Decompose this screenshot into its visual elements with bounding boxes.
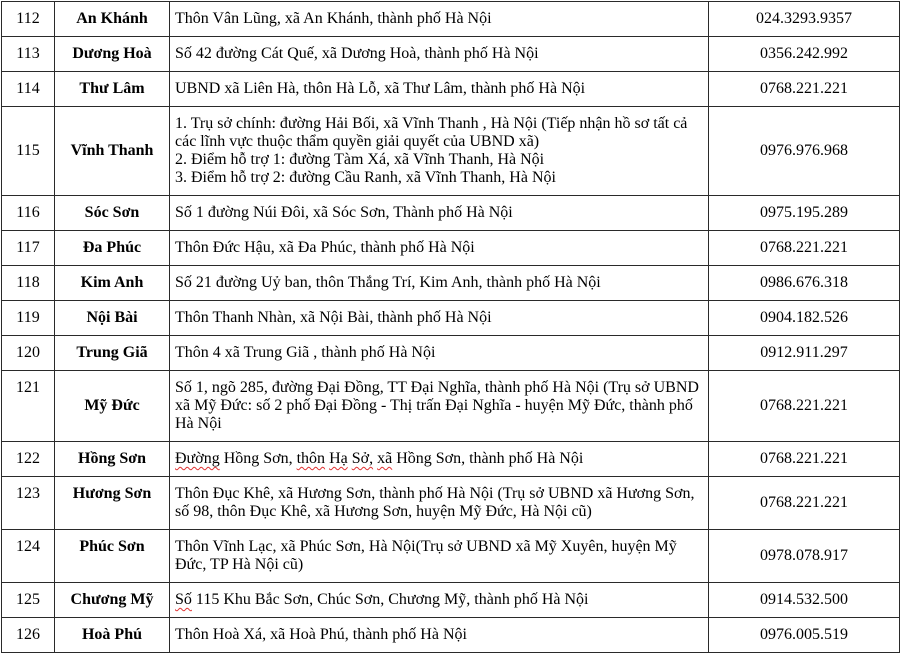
commune-name-cell: Thư Lâm — [55, 72, 170, 107]
commune-name-cell: Hương Sơn — [55, 477, 170, 530]
address-cell — [170, 2, 709, 37]
address-line: Thôn Vân Lũng, xã An Khánh, thành phố Hà Nội — [175, 10, 492, 27]
row-number-cell: 115 — [2, 107, 55, 196]
address-cell — [170, 37, 709, 72]
phone-number-cell: 0912.911.297 — [709, 336, 900, 371]
address-cell — [170, 301, 709, 336]
phone-number-cell: 0768.221.221 — [709, 442, 900, 477]
commune-name-cell: Dương Hoà — [55, 37, 170, 72]
row-number-cell: 122 — [2, 442, 55, 477]
row-number-cell: 121 — [2, 371, 55, 442]
address-line: Số 1, ngõ 285, đường Đại Đồng, TT Đại Nghĩa, thành phố Hà Nội (Trụ sở UBND xã Mỹ Đức: số 2 phố Đại Đồng - Thị trấn Đại Nghĩa - huyện Mỹ Đức, thành phố Hà Nội — [175, 379, 699, 432]
phone-number-cell: 0768.221.221 — [709, 371, 900, 442]
misspelled-word: Hạ — [329, 450, 348, 467]
phone-number-cell: 0976.976.968 — [709, 107, 900, 196]
address-cell — [170, 618, 709, 653]
address-cell — [170, 442, 709, 477]
table-row — [2, 266, 900, 301]
table-row — [2, 231, 900, 266]
row-number-cell: 123 — [2, 477, 55, 530]
address-line: Thôn Vĩnh Lạc, xã Phúc Sơn, Hà Nội(Trụ sở UBND xã Mỹ Xuyên, huyện Mỹ Đức, TP Hà Nội cũ) — [175, 538, 677, 573]
commune-name-cell: Hồng Sơn — [55, 442, 170, 477]
address-line: UBND xã Liên Hà, thôn Hà Lỗ, xã Thư Lâm, thành phố Hà Nội — [175, 80, 586, 97]
address-line: Thôn 4 xã Trung Giã , thành phố Hà Nội — [175, 344, 436, 361]
commune-name-cell: Đa Phúc — [55, 231, 170, 266]
phone-number-cell: 0975.195.289 — [709, 196, 900, 231]
commune-name-cell: Sóc Sơn — [55, 196, 170, 231]
row-number-cell: 116 — [2, 196, 55, 231]
address-cell — [170, 72, 709, 107]
phone-number-cell: 0356.242.992 — [709, 37, 900, 72]
commune-name-cell: Nội Bài — [55, 301, 170, 336]
address-cell — [170, 530, 709, 583]
phone-number-cell: 0978.078.917 — [709, 530, 900, 583]
commune-name-cell: An Khánh — [55, 2, 170, 37]
row-number-cell: 118 — [2, 266, 55, 301]
table-row — [2, 336, 900, 371]
address-cell — [170, 336, 709, 371]
commune-name-cell: Mỹ Đức — [55, 371, 170, 442]
phone-number-cell: 0914.532.500 — [709, 583, 900, 618]
phone-number-cell: 0768.221.221 — [709, 231, 900, 266]
commune-name-cell: Trung Giã — [55, 336, 170, 371]
document-page — [0, 1, 900, 657]
commune-name-cell: Chương Mỹ — [55, 583, 170, 618]
table-row — [2, 2, 900, 37]
table-row — [2, 37, 900, 72]
table-body — [2, 2, 900, 653]
address-line: Thôn Hoà Xá, xã Hoà Phú, thành phố Hà Nội — [175, 626, 467, 643]
table-row — [2, 477, 900, 530]
row-number-cell: 112 — [2, 2, 55, 37]
misspelled-word: thôn — [296, 450, 326, 467]
table-row — [2, 301, 900, 336]
phone-number-cell: 0904.182.526 — [709, 301, 900, 336]
address-line: 1. Trụ sở chính: đường Hải Bối, xã Vĩnh Thanh , Hà Nội (Tiếp nhận hồ sơ tất cả các lĩnh vực thuộc thẩm quyền giải quyết của UBND xã) — [175, 115, 688, 150]
table-row — [2, 530, 900, 583]
address-line: Thôn Đục Khê, xã Hương Sơn, thành phố Hà Nội (Trụ sở UBND xã Hương Sơn, số 98, thôn Đục Khê, xã Hương Sơn, huyện Mỹ Đức, Hà Nội cũ) — [175, 485, 695, 520]
row-number-cell: 119 — [2, 301, 55, 336]
row-number-cell: 114 — [2, 72, 55, 107]
phone-number-cell: 0768.221.221 — [709, 477, 900, 530]
address-cell — [170, 107, 709, 196]
row-number-cell: 124 — [2, 530, 55, 583]
table-row — [2, 618, 900, 653]
table-row — [2, 107, 900, 196]
table-row — [2, 72, 900, 107]
address-line: Thôn Thanh Nhàn, xã Nội Bài, thành phố Hà Nội — [175, 309, 492, 326]
phone-number-cell: 0768.221.221 — [709, 72, 900, 107]
row-number-cell: 125 — [2, 583, 55, 618]
commune-name-cell: Vĩnh Thanh — [55, 107, 170, 196]
misspelled-word: Số — [175, 591, 192, 608]
address-cell — [170, 266, 709, 301]
address-line: Số 115 Khu Bắc Sơn, Chúc Sơn, Chương Mỹ, thành phố Hà Nội — [175, 591, 589, 608]
address-line: 2. Điểm hỗ trợ 1: đường Tàm Xá, xã Vĩnh Thanh, Hà Nội — [175, 151, 545, 168]
table-row — [2, 583, 900, 618]
address-line: Thôn Đức Hậu, xã Đa Phúc, thành phố Hà Nội — [175, 239, 475, 256]
address-cell — [170, 371, 709, 442]
misspelled-word: Sở, — [351, 450, 374, 467]
address-cell — [170, 583, 709, 618]
misspelled-word: xã — [377, 450, 393, 467]
address-line: Đường Hồng Sơn, thôn Hạ Sở, xã Hồng Sơn, thành phố Hà Nội — [175, 450, 584, 467]
address-line: Số 1 đường Núi Đôi, xã Sóc Sơn, Thành phố Hà Nội — [175, 204, 513, 221]
address-line: Số 42 đường Cát Quế, xã Dương Hoà, thành phố Hà Nội — [175, 45, 539, 62]
commune-name-cell: Phúc Sơn — [55, 530, 170, 583]
address-line: Số 21 đường Uỷ ban, thôn Thắng Trí, Kim Anh, thành phố Hà Nội — [175, 274, 601, 291]
row-number-cell: 126 — [2, 618, 55, 653]
phone-number-cell: 024.3293.9357 — [709, 2, 900, 37]
commune-name-cell: Kim Anh — [55, 266, 170, 301]
address-cell — [170, 231, 709, 266]
table-row — [2, 442, 900, 477]
commune-contact-table — [1, 1, 900, 653]
table-row — [2, 371, 900, 442]
address-line: 3. Điểm hỗ trợ 2: đường Cầu Ranh, xã Vĩnh Thanh, Hà Nội — [175, 169, 556, 186]
phone-number-cell: 0976.005.519 — [709, 618, 900, 653]
row-number-cell: 117 — [2, 231, 55, 266]
row-number-cell: 113 — [2, 37, 55, 72]
address-cell — [170, 477, 709, 530]
phone-number-cell: 0986.676.318 — [709, 266, 900, 301]
misspelled-word: Đường — [175, 450, 220, 467]
table-row — [2, 196, 900, 231]
row-number-cell: 120 — [2, 336, 55, 371]
address-cell — [170, 196, 709, 231]
commune-name-cell: Hoà Phú — [55, 618, 170, 653]
